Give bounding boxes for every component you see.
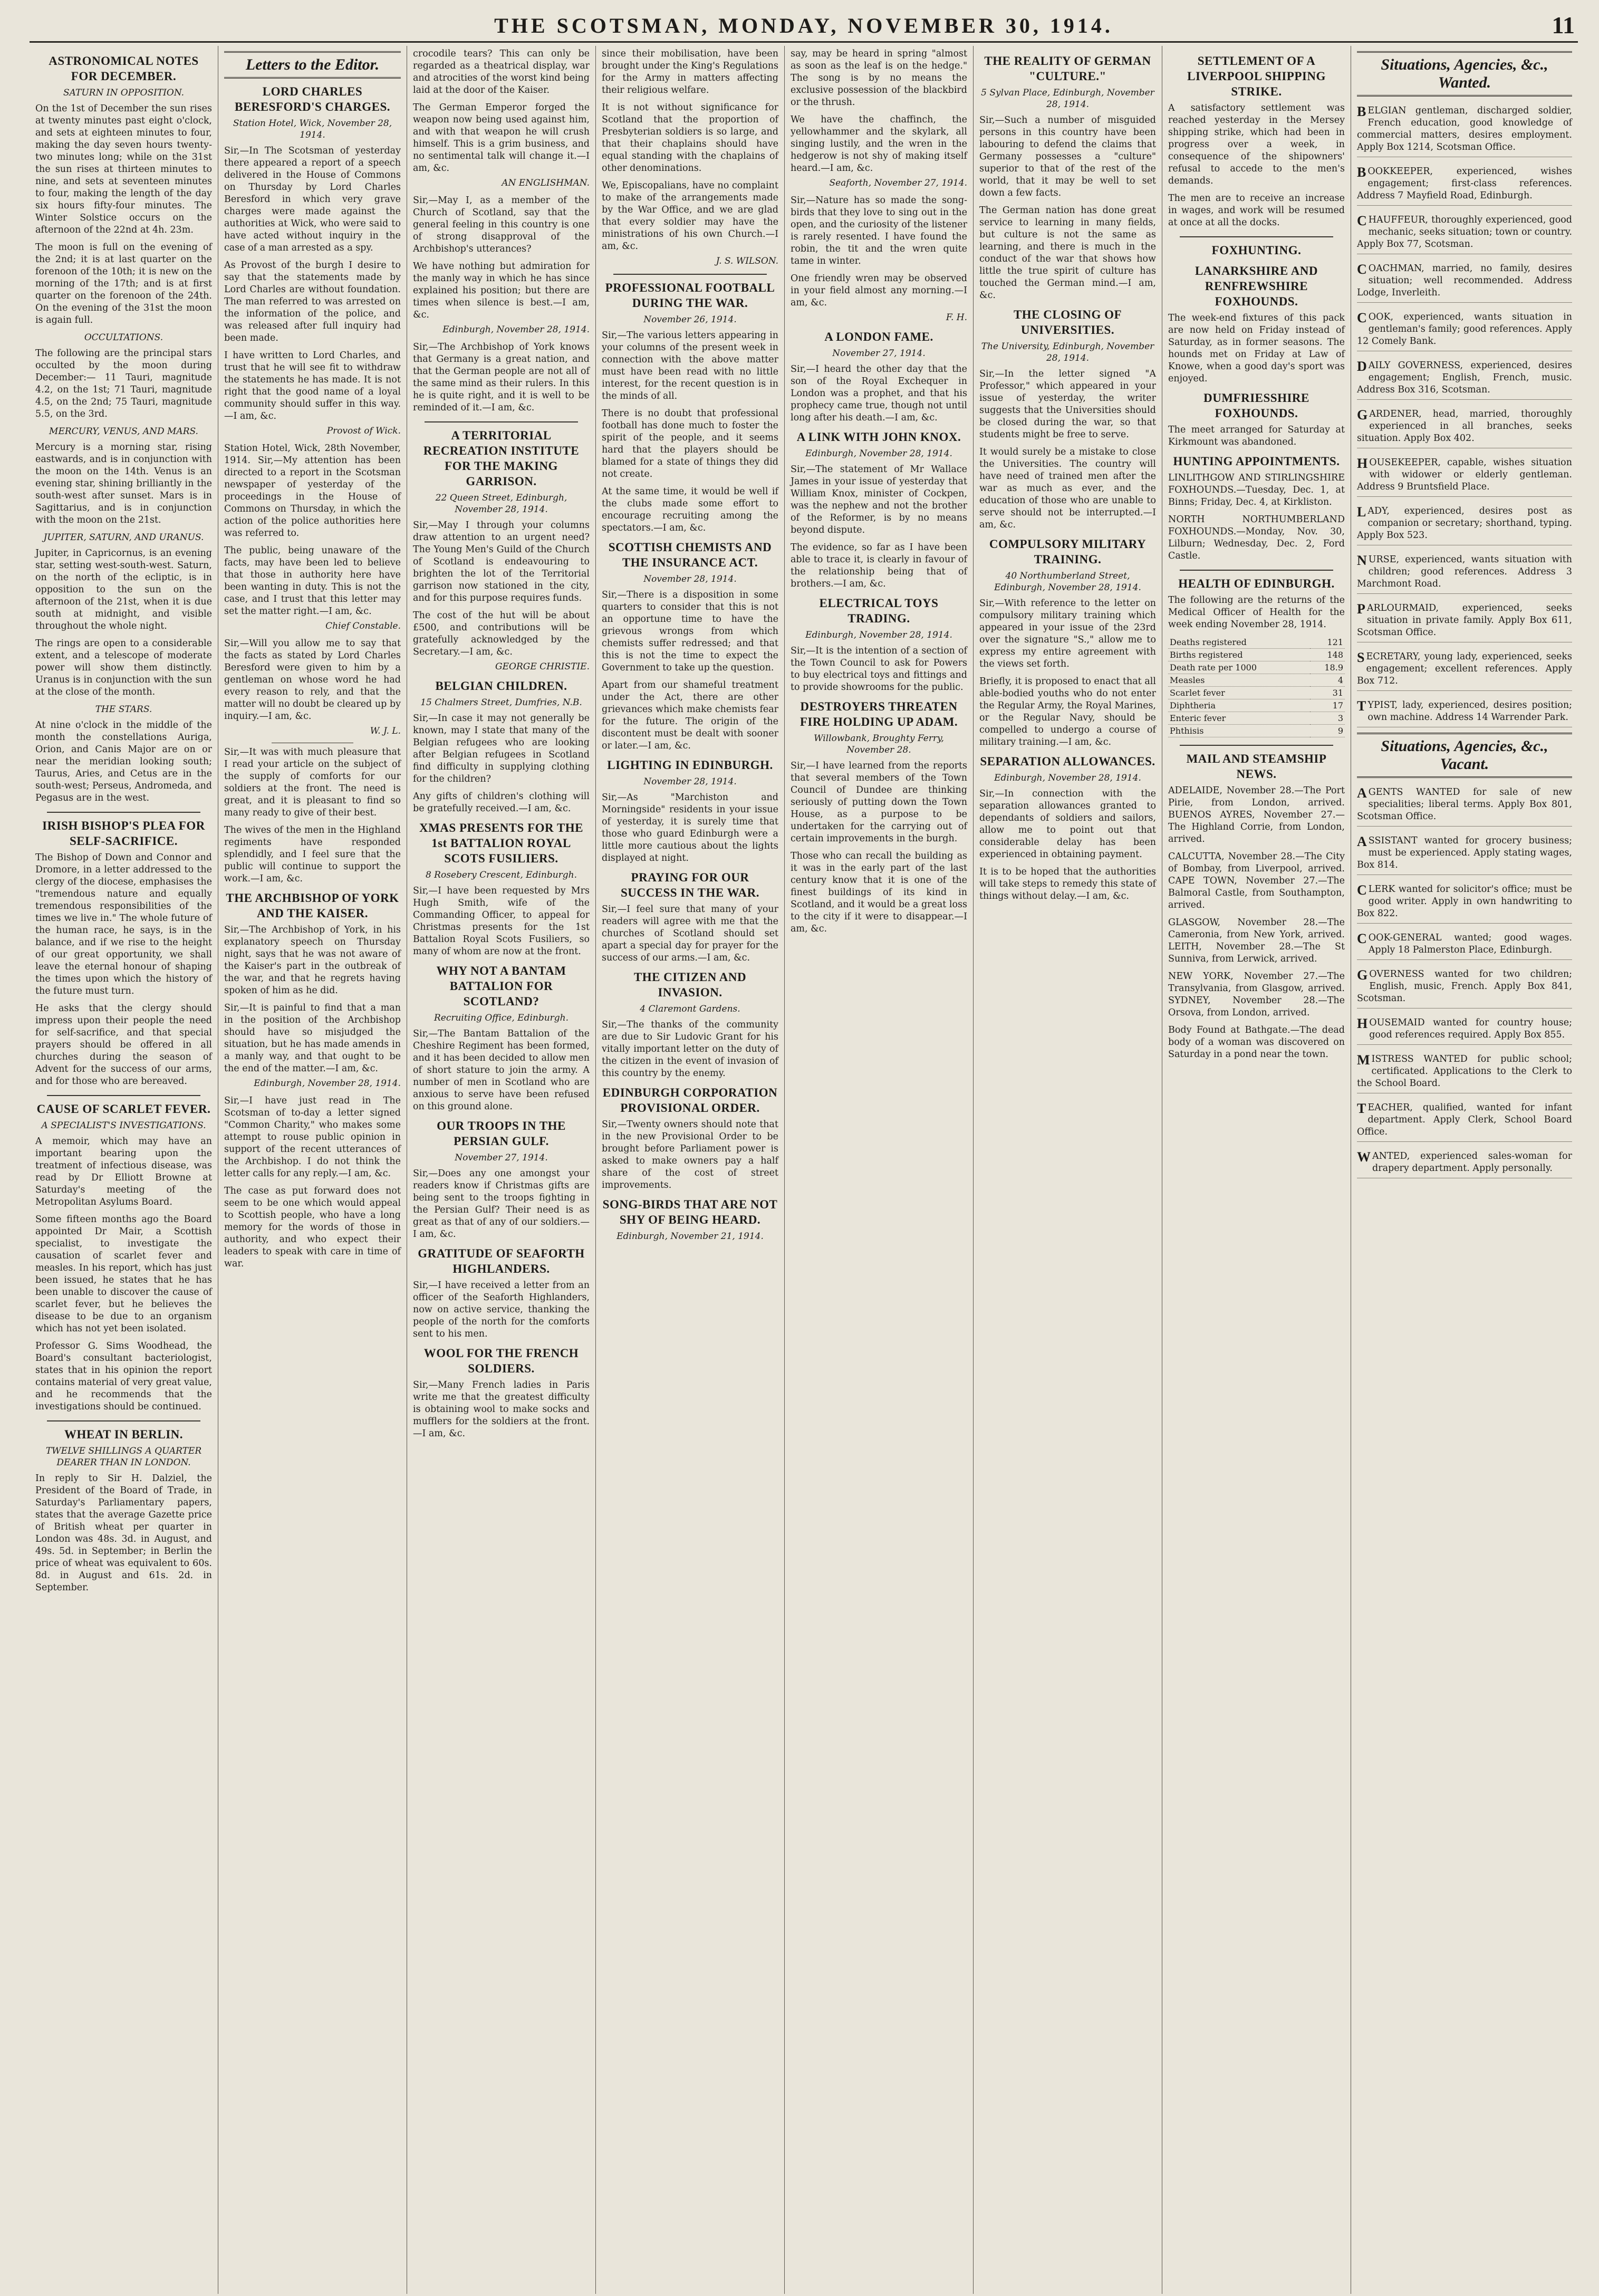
ad-text: OUSEMAID wanted for country house; good references required. Apply Box 855. <box>1369 1017 1572 1040</box>
article-paragraph: Sir,—I have learned from the reports that several members of the Town Council of Dundee are thinking seriously of putting down the Town House, as a purpose to be undertaken for the carrying out of certain improvements in the burgh. <box>791 761 967 844</box>
article-subhead: Edinburgh, November 28, 1914. <box>994 773 1141 783</box>
classified-ad <box>1357 1147 1572 1178</box>
article-paragraph: Sir,—Many French ladies in Paris write me that the greatest difficulty is obtaining wool to make socks and mufflers for the soldiers at the front.—I am, &c. <box>413 1380 590 1439</box>
article-headline: SONG-BIRDS THAT ARE NOT SHY OF BEING HEARD. <box>602 1198 778 1226</box>
classified-ad <box>1357 551 1572 594</box>
article-paragraph: The Bishop of Down and Connor and Dromore, in a letter addressed to the clergy of the diocese, emphasises the "tremendous nature and equally tremendous responsibilities of the times we live in." The whole future of the human race, he says, is in the balance, and if we rise to the height of our great opportunity, we shall leave the eternal honour of shaping the times upon which the history of the future must turn. <box>35 852 212 996</box>
article-paragraph: Sir,—As "Marchiston and Morningside" residents in your issue of yesterday, it is surely time that those who guard Edinburgh were a little more cautious about the lights displayed at night. <box>602 792 778 863</box>
table-label: Births registered <box>1168 649 1310 661</box>
table-value: 121 <box>1310 636 1345 649</box>
article-paragraph: Sir,—Nature has so made the song-birds that they love to sing out in the open, and the curiosity of the listener is rarely resented. I have found the robin, the tit and the wren quite tame in winter. <box>791 195 967 266</box>
article-subhead: November 26, 1914. <box>643 314 737 325</box>
classified-ad <box>1357 211 1572 254</box>
table-label: Diphtheria <box>1168 699 1310 712</box>
article-headline: COMPULSORY MILITARY TRAINING. <box>989 537 1147 566</box>
article-subhead: The University, Edinburgh, November 28, 1914. <box>981 341 1154 363</box>
ad-text: GENTS WANTED for sale of new specialities; liberal terms. Apply Box 801, Scotsman Office. <box>1357 787 1572 822</box>
drop-capital: A <box>1357 785 1367 801</box>
article-paragraph: A memoir, which may have an important bearing upon the treatment of infectious disease, was read by Dr Elliott Browne at Saturday's meeting of the Metropolitan Asylums Board. <box>35 1136 212 1207</box>
classified-ad <box>1357 1099 1572 1142</box>
drop-capital: L <box>1357 504 1366 520</box>
article-subhead: 5 Sylvan Place, Edinburgh, November 28, 1914. <box>981 88 1154 110</box>
article-paragraph: The evidence, so far as I have been able to trace it, is clearly in favour of the relationship being that of brothers.—I am, &c. <box>791 542 967 589</box>
letter-signature: AN ENGLISHMAN. <box>502 178 590 188</box>
article-paragraph: The rings are open to a considerable extent, and a telescope of moderate power will show them distinctly. Uranus is in conjunction with the sun at the close of the month. <box>35 638 212 697</box>
ad-text: ARDENER, head, married, thoroughly experienced in all branches, seeks situation. Apply Box 402. <box>1357 409 1572 444</box>
article-paragraph: Sir,—Twenty owners should note that in the new Provisional Order to be brought before Parliament power is asked to make owners pay a half share of the cost of street improvements. <box>602 1119 778 1190</box>
article-headline: WHY NOT A BANTAM BATTALION FOR SCOTLAND? <box>436 964 566 1008</box>
table-value: 18.9 <box>1310 661 1345 674</box>
article-paragraph: As Provost of the burgh I desire to say that the statements made by Lord Charles are without foundation. The man referred to was arrested on the information of the police, and was released after full inquiry had been made. <box>224 260 401 343</box>
table-row <box>1168 674 1345 687</box>
column-rule <box>47 1420 200 1421</box>
drop-capital: H <box>1357 1016 1368 1031</box>
article-paragraph: At the same time, it would be well if the clubs made some effort to encourage recruiting among the spectators.—I am, &c. <box>602 486 778 533</box>
article-paragraph: Body Found at Bathgate.—The dead body of a woman was discovered on Saturday in a pond near the town. <box>1168 1025 1345 1060</box>
column-6 <box>974 46 1162 2294</box>
drop-capital: C <box>1357 262 1367 277</box>
article-paragraph: Sir,—May I, as a member of the Church of Scotland, say that the general feeling in this country is one of strong disapproval of the Archbishop's utterances? <box>413 195 590 254</box>
table-row <box>1168 649 1345 661</box>
article-paragraph: Sir,—May I through your columns draw attention to an urgent need? The Young Men's Guild of the Church of Scotland is endeavouring to brighten the lot of the Territorial garrison now stationed in the city, and for this purpose requires funds. <box>413 520 590 603</box>
article-paragraph: He asks that the clergy should impress upon their people the need for self-sacrifice, and that special prayers should be offered in all churches during the season of Advent for the success of our arms, and for those who are bereaved. <box>35 1003 212 1087</box>
article-subhead: Willowbank, Broughty Ferry, November 28. <box>814 733 944 755</box>
article-subhead: Station Hotel, Wick, November 28, 1914. <box>233 118 392 140</box>
article-paragraph: Sir,—The thanks of the community are due to Sir Ludovic Grant for his vitally important letter on the duty of the citizen in the event of invasion of this country by the enemy. <box>602 1020 778 1079</box>
article-paragraph: It is not without significance for Scotland that the proportion of Presbyterian soldiers is so large, and that their chaplains should have equal standing with the chaplains of other denominations. <box>602 102 778 174</box>
article-headline: IRISH BISHOP'S PLEA FOR SELF-SACRIFICE. <box>42 819 205 848</box>
page-number: 11 <box>1552 12 1575 39</box>
article-paragraph: The following are the principal stars occulted by the moon during December:— 11 Tauri, magnitude 4.2, on the 1st; 71 Tauri, magnitude 4.5, on the 2nd; 75 Tauri, magnitude 5.5, on the 3rd. <box>35 348 212 419</box>
drop-capital: C <box>1357 931 1367 946</box>
article-paragraph: On the 1st of December the sun rises at twenty minutes past eight o'clock, and sets at eighteen minutes to four, making the day seven hours twenty-two minutes long; while on the 31st the sun rises at thirteen minutes to nine, and sets at seventeen minutes to four, making the length of the day six hours fifty-four minutes. The Winter Solstice occurs on the afternoon of the 22nd at 4h. 23m. <box>35 103 212 235</box>
article-subhead: A SPECIALIST'S INVESTIGATIONS. <box>41 1120 206 1131</box>
article-subhead: November 27, 1914. <box>832 348 926 359</box>
article-paragraph: At nine o'clock in the middle of the month the constellations Auriga, Orion, and Canis Major are on or near the meridian looking south; Taurus, Aries, and Cetus are in the south-west; Perseus, Andromeda, and Pegasus are in the west. <box>35 720 212 803</box>
letter-signature: W. J. L. <box>370 726 401 736</box>
article-paragraph: There is no doubt that professional football has done much to foster the spirit of the people, and it seems hard that the players should be blamed for a state of things they did not create. <box>602 408 778 479</box>
article-headline: XMAS PRESENTS FOR THE 1st BATTALION ROYAL SCOTS FUSILIERS. <box>419 821 584 865</box>
drop-capital: C <box>1357 310 1367 325</box>
drop-capital: H <box>1357 456 1368 471</box>
article-paragraph: The following are the returns of the Medical Officer of Health for the week ending November 28, 1914. <box>1168 595 1345 630</box>
article-subhead: November 28, 1914. <box>643 776 737 787</box>
article-paragraph: say, may be heard in spring "almost as soon as the leaf is on the hedge." The song is by no means the exclusive possession of the blackbird or the thrush. <box>791 49 967 108</box>
article-paragraph: Sir,—In the letter signed "A Professor," which appeared in your issue of yesterday, the writer suggests that the Universities should be closed during the war, so that students might be free to serve. <box>979 369 1156 440</box>
ad-text: OUSEKEEPER, capable, wishes situation with widower or elderly gentleman. Address 9 Bruntsfield Place. <box>1357 457 1572 492</box>
article-headline: DUMFRIESSHIRE FOXHOUNDS. <box>1203 391 1309 420</box>
article-subhead: MERCURY, VENUS, AND MARS. <box>49 426 198 437</box>
classified-ad <box>1357 162 1572 206</box>
classified-ad <box>1357 880 1572 924</box>
article-paragraph: Professor G. Sims Woodhead, the Board's consultant bacteriologist, states that in his opinion the report contains material of very great value, and he recommends that the investigations should be continued. <box>35 1341 212 1412</box>
drop-capital: C <box>1357 882 1367 898</box>
drop-capital: G <box>1357 407 1368 422</box>
article-paragraph: We, Episcopalians, have no complaint to make of the arrangements made by the War Office, and we are glad that every soldier may have the ministrations of his own Church.—I am, &c. <box>602 180 778 252</box>
article-subhead: Recruiting Office, Edinburgh. <box>434 1013 569 1023</box>
article-paragraph: GLASGOW, November 28.—The Cameronia, from New York, arrived. LEITH, November 28.—The St Sunniva, from Lerwick, arrived. <box>1168 917 1345 964</box>
article-paragraph: CALCUTTA, November 28.—The City of Bombay, from Liverpool, arrived. CAPE TOWN, November 27.—The Balmoral Castle, from Southampton, arrived. <box>1168 851 1345 910</box>
article-headline: PRAYING FOR OUR SUCCESS IN THE WAR. <box>620 871 760 899</box>
ad-text: ARLOURMAID, experienced, seeks situation in private family. Apply Box 611, Scotsman Office. <box>1357 603 1572 638</box>
article-paragraph: Those who can recall the building as it was in the early part of the last century know that it is one of the finest buildings of its kind in Scotland, and it would be a great loss to the city if it were to disappear.—I am, &c. <box>791 851 967 934</box>
article-headline: SETTLEMENT OF A LIVERPOOL SHIPPING STRIKE. <box>1187 54 1326 98</box>
article-subhead: JUPITER, SATURN, AND URANUS. <box>43 532 204 543</box>
article-paragraph: The case as put forward does not seem to be one which would appeal to Scottish people, who have a long memory for the words of those in authority, and who expect their leaders to speak with care in time of war. <box>224 1186 401 1269</box>
article-paragraph: Sir,—The Archbishop of York, in his explanatory speech on Thursday night, says that he was not aware of the Kaiser's part in the outbreak of the war, and that he regrets having spoken of him as he did. <box>224 925 401 996</box>
article-paragraph: Apart from our shameful treatment under the Act, there are other grievances which make chemists fear for the future. The origin of the discontent must be dealt with sooner or later.—I am, &c. <box>602 680 778 751</box>
article-paragraph: Station Hotel, Wick, 28th November, 1914. Sir,—My attention has been directed to a report in the Scotsman newspaper of yesterday of the proceedings in the House of Commons on Thursday, in which the action of the police authorities here was referred to. <box>224 443 401 539</box>
ad-text: LERK wanted for solicitor's office; must be good writer. Apply in own handwriting to Box 822. <box>1357 884 1572 919</box>
article-paragraph: The moon is full on the evening of the 2nd; it is at last quarter on the forenoon of the 10th; it is new on the morning of the 17th; and is at first quarter on the forenoon of the 24th. On the evening of the 31st the moon is again full. <box>35 242 212 325</box>
table-value: 9 <box>1310 725 1345 737</box>
table-value: 17 <box>1310 699 1345 712</box>
article-paragraph: The men are to receive an increase in wages, and work will be resumed at once at all the docks. <box>1168 193 1345 228</box>
classified-ad <box>1357 308 1572 351</box>
newspaper-title: THE SCOTSMAN, MONDAY, NOVEMBER 30, 1914. <box>494 14 1113 37</box>
article-paragraph: Sir,—I feel sure that many of your readers will agree with me that the churches of Scotland should set apart a special day for prayer for the success of our arms.—I am, &c. <box>602 904 778 963</box>
article-paragraph: Briefly, it is proposed to enact that all able-bodied youths who do not enter the Regular Army, the Royal Marines, or the Regular Navy, should be compelled to undergo a course of military training.—I am, &c. <box>979 676 1156 747</box>
letter-signature: F. H. <box>946 312 967 323</box>
article-paragraph: since their mobilisation, have been brought under the King's Regulations for the Army in matters affecting their religious welfare. <box>602 49 778 95</box>
column-rule <box>1180 745 1333 746</box>
drop-capital: W <box>1357 1149 1371 1165</box>
ad-text: OOKKEEPER, experienced, wishes engagement; first-class references. Address 7 Mayfield Road, Edinburgh. <box>1357 166 1572 201</box>
article-headline: LORD CHARLES BERESFORD'S CHARGES. <box>234 85 390 113</box>
article-subhead: OCCULTATIONS. <box>84 332 163 343</box>
article-paragraph: Sir,—I heard the other day that the son of the Royal Exchequer in London was a prophet, and that his prophecy came true, though not until long after his death.—I am, &c. <box>791 364 967 423</box>
classified-ad <box>1357 783 1572 827</box>
article-headline: GRATITUDE OF SEAFORTH HIGHLANDERS. <box>418 1247 585 1275</box>
drop-capital: G <box>1357 967 1368 983</box>
article-paragraph: I have written to Lord Charles, and trust that he will see fit to withdraw the statements he has made. It is not right that the good name of a loyal community should suffer in this way.—I am, &c. <box>224 350 401 421</box>
ad-text: SSISTANT wanted for grocery business; must be experienced. Apply stating wages, Box 814. <box>1357 835 1572 870</box>
drop-capital: S <box>1357 650 1365 665</box>
article-paragraph: Any gifts of children's clothing will be gratefully received.—I am, &c. <box>413 791 590 814</box>
table-label: Death rate per 1000 <box>1168 661 1310 674</box>
article-paragraph: Sir,—The various letters appearing in your columns of the present week in connection with the above matter must have been read with no little interest, for the recent question is in the minds of all. <box>602 330 778 401</box>
article-headline: CAUSE OF SCARLET FEVER. <box>36 1102 211 1116</box>
article-paragraph: NORTH NORTHUMBERLAND FOXHOUNDS.—Monday, Nov. 30, Lilburn; Wednesday, Dec. 2, Ford Castle. <box>1168 514 1345 561</box>
table-row <box>1168 661 1345 674</box>
article-paragraph: The cost of the hut will be about £500, and contributions will be gratefully acknowledged by the Secretary.—I am, &c. <box>413 610 590 657</box>
article-headline: A LINK WITH JOHN KNOX. <box>796 430 961 444</box>
article-headline: SCOTTISH CHEMISTS AND THE INSURANCE ACT. <box>608 541 772 569</box>
article-headline: A LONDON FAME. <box>824 330 933 343</box>
article-subhead: 4 Claremont Gardens. <box>640 1004 740 1014</box>
article-paragraph: It is to be hoped that the authorities will take steps to remedy this state of things without delay.—I am, &c. <box>979 867 1156 901</box>
column-rule <box>1180 236 1333 237</box>
ad-text: EACHER, qualified, wanted for infant department. Apply Clerk, School Board Office. <box>1357 1102 1572 1137</box>
letter-signature: Provost of Wick. <box>326 426 401 436</box>
article-subhead: Edinburgh, November 21, 1914. <box>617 1231 764 1242</box>
article-paragraph: Mercury is a morning star, rising eastwards, and is in conjunction with the moon on the 14th. Venus is an evening star, shining brilliantly in the south-west after sunset. Mars is in Sagittarius, and is in conjunction with the moon on the 21st. <box>35 442 212 525</box>
article-headline: SEPARATION ALLOWANCES. <box>980 755 1155 768</box>
section-banner: Situations, Agencies, &c., Vacant. <box>1357 733 1572 778</box>
ad-text: OOK-GENERAL wanted; good wages. Apply 18 Palmerston Place, Edinburgh. <box>1368 933 1572 955</box>
letter-signature: GEORGE CHRISTIE. <box>495 661 590 672</box>
ad-text: ANTED, experienced sales-woman for drapery department. Apply personally. <box>1372 1151 1572 1174</box>
drop-capital: T <box>1357 1101 1366 1116</box>
table-row <box>1168 687 1345 699</box>
table-label: Deaths registered <box>1168 636 1310 649</box>
article-subhead: November 28, 1914. <box>643 574 737 584</box>
article-headline: DESTROYERS THREATEN FIRE HOLDING UP ADAM. <box>799 700 958 728</box>
classified-ad <box>1357 1014 1572 1045</box>
column-rule <box>1180 570 1333 571</box>
classified-ad <box>1357 454 1572 497</box>
article-subhead: Edinburgh, November 28, 1914. <box>805 448 952 459</box>
article-paragraph: Sir,—It is the intention of a section of the Town Council to ask for Powers to buy electrical toys and fittings and to provide showrooms for the public. <box>791 646 967 693</box>
article-headline: WOOL FOR THE FRENCH SOLDIERS. <box>423 1347 579 1375</box>
article-subhead: November 27, 1914. <box>455 1152 548 1163</box>
article-headline: LANARKSHIRE AND RENFREWSHIRE FOXHOUNDS. <box>1195 264 1318 308</box>
article-paragraph: The German Emperor forged the weapon now being used against him, and with that weapon he will crush himself. This is a grim business, and no sentimental talk will change it.—I am, &c. <box>413 102 590 174</box>
ad-text: YPIST, lady, experienced, desires position; own machine. Address 14 Warrender Park. <box>1367 700 1572 723</box>
table-row <box>1168 725 1345 737</box>
drop-capital: A <box>1357 834 1367 849</box>
article-paragraph: Sir,—I have been requested by Mrs Hugh Smith, wife of the Commanding Officer, to appeal for Christmas presents for the 1st Battalion Royal Scots Fusiliers, so many of whom are now at the front. <box>413 886 590 957</box>
article-paragraph: Sir,—Will you allow me to say that the facts as stated by Lord Charles Beresford were given to him by a gentleman on whose word he had every reason to rely, and that the matter will no doubt be cleared up by inquiry.—I am, &c. <box>224 638 401 722</box>
ad-text: ELGIAN gentleman, discharged soldier, French education, good knowledge of commercial matters, desires employment. Apply Box 1214, Scotsman Office. <box>1357 105 1572 152</box>
article-paragraph: The wives of the men in the Highland regiments have responded splendidly, and I feel sure that the public will continue to support the work.—I am, &c. <box>224 825 401 884</box>
ad-text: AILY GOVERNESS, experienced, desires engagement; English, French, music. Address Box 316, Scotsman. <box>1357 360 1572 395</box>
section-banner: Letters to the Editor. <box>224 51 401 79</box>
article-headline: OUR TROOPS IN THE PERSIAN GULF. <box>437 1119 566 1148</box>
drop-capital: P <box>1357 601 1365 617</box>
article-paragraph: In reply to Sir H. Dalziel, the President of the Board of Trade, in Saturday's Parliamentary papers, states that the average Gazette price of British wheat per quarter in London was 48s. 3d. in August, and 49s. 5d. in September; in Berlin the price of wheat was equivalent to 60s. 8d. in August and 61s. 2d. in September. <box>35 1473 212 1593</box>
article-headline: MAIL AND STEAMSHIP NEWS. <box>1186 752 1327 781</box>
article-paragraph: It would surely be a mistake to close the Universities. The country will have need of trained men after the war as much as ever, and the education of those who are unable to serve should not be interrupted.—I am, &c. <box>979 447 1156 530</box>
column-3 <box>407 46 596 2294</box>
article-paragraph: ADELAIDE, November 28.—The Port Pirie, from London, arrived. BUENOS AYRES, November 27.—The Highland Corrie, from London, arrived. <box>1168 785 1345 844</box>
table-value: 148 <box>1310 649 1345 661</box>
column-1 <box>30 46 218 2294</box>
table-value: 31 <box>1310 687 1345 699</box>
article-paragraph: Sir,—With reference to the letter on compulsory military training which appeared in your issue of the 23rd over the signature "S.," allow me to express my entire agreement with the views set forth. <box>979 598 1156 669</box>
table-row <box>1168 636 1345 649</box>
letter-signature: J. S. WILSON. <box>716 256 778 266</box>
table-row <box>1168 712 1345 725</box>
column-rule <box>47 812 200 813</box>
article-headline: ELECTRICAL TOYS TRADING. <box>819 597 939 625</box>
article-headline: THE CITIZEN AND INVASION. <box>633 971 747 999</box>
article-paragraph: Sir,—Such a number of misguided persons in this country have been labouring to defend the claims that Germany possesses a "culture" superior to that of the rest of the world, that it may be well to set down a few facts. <box>979 115 1156 198</box>
article-paragraph: The week-end fixtures of this pack are now held on Friday instead of Saturday, as in former seasons. The hounds met on Friday at Law of Knowe, when a good day's sport was enjoyed. <box>1168 313 1345 384</box>
article-paragraph: The German nation has done great service to learning in many fields, but culture is not the same as learning, and there is much in the conduct of the war that shows how little the true spirit of culture has touched the German mind.—I am, &c. <box>979 205 1156 301</box>
article-headline: HEALTH OF EDINBURGH. <box>1178 577 1335 590</box>
article-headline: THE REALITY OF GERMAN "CULTURE." <box>984 54 1151 83</box>
table-row <box>1168 699 1345 712</box>
column-2 <box>218 46 407 2294</box>
article-paragraph: The meet arranged for Saturday at Kirkmount was abandoned. <box>1168 425 1345 447</box>
table-value: 3 <box>1310 712 1345 725</box>
column-rule <box>47 1095 200 1096</box>
article-paragraph: Sir,—It was with much pleasure that I read your article on the subject of the supply of comforts for our soldiers at the front. The need is great, and it is pleasant to find so many ready to give of their best. <box>224 747 401 818</box>
table-label: Phthisis <box>1168 725 1310 737</box>
classified-ad <box>1357 696 1572 727</box>
letter-signature: Edinburgh, November 28, 1914. <box>442 324 590 335</box>
article-paragraph: Some fifteen months ago the Board appointed Dr Mair, a Scottish specialist, to investigate the causation of scarlet fever and measles. In his report, which has just been issued, he states that he has been unable to discover the cause of scarlet fever, but he believes the disease to be due to an organism which has not yet been isolated. <box>35 1214 212 1334</box>
article-headline: PROFESSIONAL FOOTBALL DURING THE WAR. <box>605 281 775 310</box>
article-paragraph: LINLITHGOW AND STIRLINGSHIRE FOXHOUNDS.—Tuesday, Dec. 1, at Binns; Friday, Dec. 4, at Kirkliston. <box>1168 473 1345 507</box>
columns <box>30 46 1578 2294</box>
article-headline: A TERRITORIAL RECREATION INSTITUTE FOR THE MAKING GARRISON. <box>423 429 580 488</box>
letter-signature: Edinburgh, November 28, 1914. <box>254 1078 401 1089</box>
classified-ad <box>1357 965 1572 1008</box>
article-paragraph: The public, being unaware of the facts, may have been led to believe that those in authority here have been wanting in duty. This is not the case, and I trust that this letter may set the matter right.—I am, &c. <box>224 545 401 617</box>
classified-ad <box>1357 832 1572 875</box>
ad-text: OOK, experienced, wants situation in gentleman's family; good references. Apply 12 Comely Bank. <box>1357 312 1572 347</box>
statistics-table <box>1168 636 1345 737</box>
masthead <box>30 11 1578 43</box>
ad-text: ADY, experienced, desires post as companion or secretary; shorthand, typing. Apply Box 523. <box>1357 506 1572 541</box>
drop-capital: D <box>1357 359 1367 374</box>
article-subhead: 40 Northumberland Street, Edinburgh, November 28, 1914. <box>994 571 1141 593</box>
article-headline: ASTRONOMICAL NOTES FOR DECEMBER. <box>49 54 199 83</box>
article-paragraph: We have nothing but admiration for the manly way in which he has since explained his position; but there are times when silence is best.—I am, &c. <box>413 261 590 320</box>
article-paragraph: Sir,—The statement of Mr Wallace James in your issue of yesterday that William Knox, minister of Cockpen, was the nephew and not the brother of the Reformer, is by no means beyond dispute. <box>791 464 967 535</box>
classified-ad <box>1357 648 1572 691</box>
article-paragraph: Sir,—I have just read in The Scotsman of to-day a letter signed "Common Charity," who makes some attempt to rouse public opinion in support of the recent utterances of the Archbishop. I do not think the letter calls for any reply.—I am, &c. <box>224 1096 401 1179</box>
article-subhead: THE STARS. <box>95 704 152 715</box>
article-headline: LIGHTING IN EDINBURGH. <box>607 758 773 772</box>
drop-capital: B <box>1357 165 1366 180</box>
article-paragraph: Sir,—The Archbishop of York knows that Germany is a great nation, and that the German people are not all of the same mind as their rulers. In this he is quite right, and it is well to be reminded of it.—I am, &c. <box>413 342 590 413</box>
column-8 <box>1351 46 1578 2294</box>
ad-text: OACHMAN, married, no family, desires situation; well recommended. Address Lodge, Inverleith. <box>1357 263 1572 298</box>
ad-text: URSE, experienced, wants situation with children; good references. Address 3 Marchmont Road. <box>1357 554 1572 589</box>
classified-ad <box>1357 357 1572 400</box>
drop-capital: T <box>1357 698 1366 714</box>
article-paragraph: We have the chaffinch, the yellowhammer and the skylark, all singing lustily, and the wren in the hedgerow is not shy of making itself heard.—I am, &c. <box>791 114 967 174</box>
article-subhead: 8 Rosebery Crescent, Edinburgh. <box>425 870 577 880</box>
drop-capital: B <box>1357 104 1366 119</box>
ad-text: OVERNESS wanted for two children; English, music, French. Apply Box 841, Scotsman. <box>1357 969 1572 1004</box>
article-paragraph: Sir,—There is a disposition in some quarters to consider that this is not an opportune time to have the grievous wrongs from which chemists suffer redressed; and that this is not the time to expect the Government to take up the question. <box>602 590 778 673</box>
classified-ad <box>1357 929 1572 960</box>
column-7 <box>1162 46 1351 2294</box>
column-rule <box>613 274 767 275</box>
article-headline: THE ARCHBISHOP OF YORK AND THE KAISER. <box>226 891 399 920</box>
drop-capital: C <box>1357 213 1367 228</box>
table-label: Measles <box>1168 674 1310 687</box>
article-subhead: 15 Chalmers Street, Dumfries, N.B. <box>420 697 582 708</box>
article-paragraph: A satisfactory settlement was reached yesterday in the Mersey shipping strike, which had been in progress over a week, in consequence of the shipowners' refusal to accede to the men's demands. <box>1168 103 1345 186</box>
article-paragraph: crocodile tears? This can only be regarded as a theatrical display, war and atrocities of the worst kind being laid at the door of the Kaiser. <box>413 49 590 95</box>
drop-capital: N <box>1357 553 1367 568</box>
column-5 <box>785 46 974 2294</box>
article-paragraph: Jupiter, in Capricornus, is an evening star, setting west-south-west. Saturn, on the north of the ecliptic, is in opposition to the sun on the afternoon of the 21st, when it is due south at midnight, and visible throughout the whole night. <box>35 548 212 631</box>
article-paragraph: Sir,—Does any one amongst your readers know if Christmas gifts are being sent to the troops fighting in the Persian Gulf? Their need is as great as that of any of our soldiers.—I am, &c. <box>413 1168 590 1240</box>
table-label: Enteric fever <box>1168 712 1310 725</box>
article-paragraph: NEW YORK, November 27.—The Transylvania, from Glasgow, arrived. SYDNEY, November 28.—The Orsova, from London, arrived. <box>1168 971 1345 1018</box>
letter-signature: Chief Constable. <box>325 621 401 631</box>
table-value: 4 <box>1310 674 1345 687</box>
article-paragraph: Sir,—I have received a letter from an officer of the Seaforth Highlanders, now on active service, thanking the people of the north for the comforts sent to his men. <box>413 1280 590 1339</box>
table-label: Scarlet fever <box>1168 687 1310 699</box>
classified-ad <box>1357 102 1572 157</box>
classified-ad <box>1357 502 1572 545</box>
article-paragraph: Sir,—In case it may not generally be known, may I state that many of the Belgian refugees who are looking after Belgian refugees in Scotland find difficulty in supplying clothing for the children? <box>413 713 590 784</box>
article-subhead: Edinburgh, November 28, 1914. <box>805 630 952 640</box>
ad-text: ECRETARY, young lady, experienced, seeks engagement; excellent references. Apply Box 712. <box>1357 651 1572 686</box>
letter-signature: Seaforth, November 27, 1914. <box>829 178 967 188</box>
classified-ad <box>1357 1050 1572 1093</box>
article-paragraph: Sir,—It is painful to find that a man in the position of the Archbishop should have so misjudged the situation, but he has made amends in a manly way, and that ought to be the end of the matter.—I am, &c. <box>224 1003 401 1074</box>
article-paragraph: Sir,—The Bantam Battalion of the Cheshire Regiment has been formed, and it has been decided to allow men of short stature to join the army. A number of men in Scotland who are anxious to serve have been refused on this ground alone. <box>413 1029 590 1112</box>
article-headline: EDINBURGH CORPORATION PROVISIONAL ORDER. <box>602 1086 778 1115</box>
article-subhead: 22 Queen Street, Edinburgh, November 28, 1914. <box>435 493 567 515</box>
article-subhead: TWELVE SHILLINGS A QUARTER DEARER THAN IN LONDON. <box>45 1446 202 1468</box>
drop-capital: M <box>1357 1052 1370 1068</box>
ad-text: ISTRESS WANTED for public school; certificated. Applications to the Clerk to the School Board. <box>1357 1054 1572 1089</box>
article-headline: HUNTING APPOINTMENTS. <box>1173 455 1340 468</box>
ad-text: HAUFFEUR, thoroughly experienced, good mechanic, seeks situation; town or country. Apply Box 77, Scotsman. <box>1357 215 1572 249</box>
classified-ad <box>1357 599 1572 642</box>
article-headline: BELGIAN CHILDREN. <box>435 679 567 693</box>
column-rule <box>425 421 578 422</box>
article-paragraph: One friendly wren may be observed in your field almost any morning.—I am, &c. <box>791 273 967 308</box>
classified-ad <box>1357 260 1572 303</box>
article-subhead: SATURN IN OPPOSITION. <box>63 88 185 98</box>
classified-ad <box>1357 405 1572 448</box>
article-headline: THE CLOSING OF UNIVERSITIES. <box>1013 308 1122 337</box>
section-banner: Situations, Agencies, &c., Wanted. <box>1357 51 1572 97</box>
article-headline: WHEAT IN BERLIN. <box>64 1428 184 1441</box>
article-paragraph: Sir,—In connection with the separation allowances granted to dependants of soldiers and sailors, allow me to point out that considerable delay has been experienced in obtaining payment. <box>979 789 1156 860</box>
article-headline: FOXHUNTING. <box>1211 244 1302 257</box>
column-4 <box>596 46 785 2294</box>
article-paragraph: Sir,—In The Scotsman of yesterday there appeared a report of a speech delivered in the House of Commons on Thursday by Lord Charles Beresford in which very grave charges were made against the authorities at Wick, who were said to have acted without inquiry in the case of a man arrested as a spy. <box>224 146 401 253</box>
